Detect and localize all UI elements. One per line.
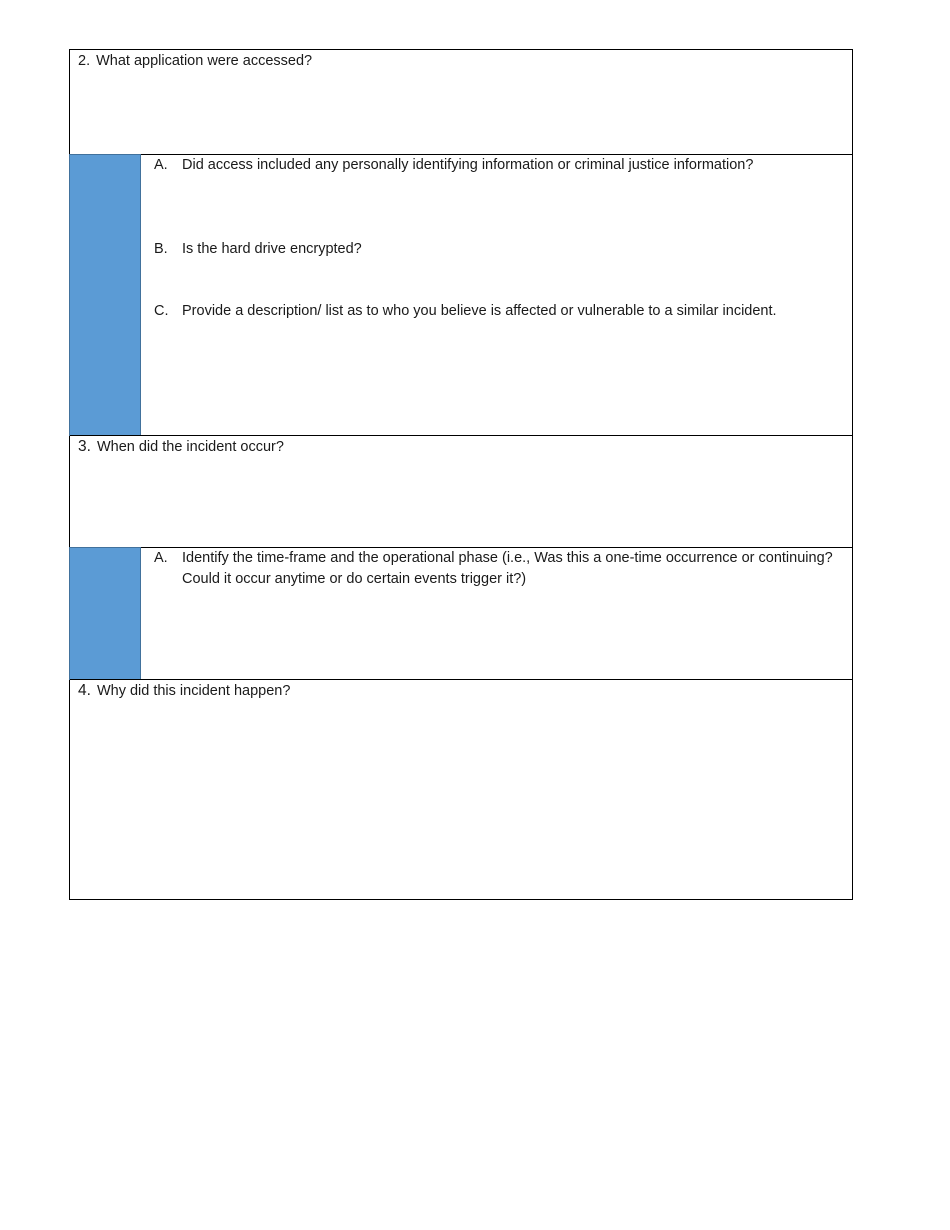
sub-item-text: Identify the time-frame and the operational phase (i.e., Was this a one-time occurrence or continuing? Could it occur anytime or do certain events trigger it?)	[182, 550, 833, 587]
sub-item-letter: A.	[154, 550, 168, 566]
sub-item-text: Did access included any personally identifying information or criminal justice information?	[182, 157, 754, 173]
question-2-subitems-row	[70, 154, 852, 436]
question-2-row[interactable]	[70, 50, 852, 155]
question-4	[78, 682, 290, 700]
question-4-row[interactable]	[70, 679, 852, 899]
sub-item-letter: C.	[154, 303, 169, 319]
sub-item-text: Provide a description/ list as to who you believe is affected or vulnerable to a similar incident.	[182, 303, 777, 319]
sub-item-text: Is the hard drive encrypted?	[182, 241, 362, 257]
question-4-text: Why did this incident happen?	[96, 683, 291, 699]
question-2	[78, 52, 312, 70]
question-2-sub-item-c[interactable]	[154, 301, 844, 322]
question-3	[78, 438, 284, 456]
incident-report-form	[69, 49, 853, 900]
question-2-sub-item-a[interactable]	[154, 155, 844, 176]
question-3-row[interactable]	[70, 435, 852, 548]
question-2-side-bar	[69, 154, 141, 436]
question-3-number: 3.	[78, 438, 91, 455]
question-2-text: What application were accessed?	[96, 53, 313, 69]
question-2-sub-item-b[interactable]	[154, 239, 844, 260]
question-3-subitems-row	[70, 547, 852, 680]
question-3-side-bar	[69, 547, 141, 680]
question-3-sub-item-a[interactable]	[154, 548, 844, 590]
question-3-text: When did the incident occur?	[96, 439, 284, 455]
question-2-number: 2.	[78, 53, 91, 69]
sub-item-letter: B.	[154, 241, 168, 257]
question-4-number: 4.	[78, 682, 91, 699]
sub-item-letter: A.	[154, 157, 168, 173]
